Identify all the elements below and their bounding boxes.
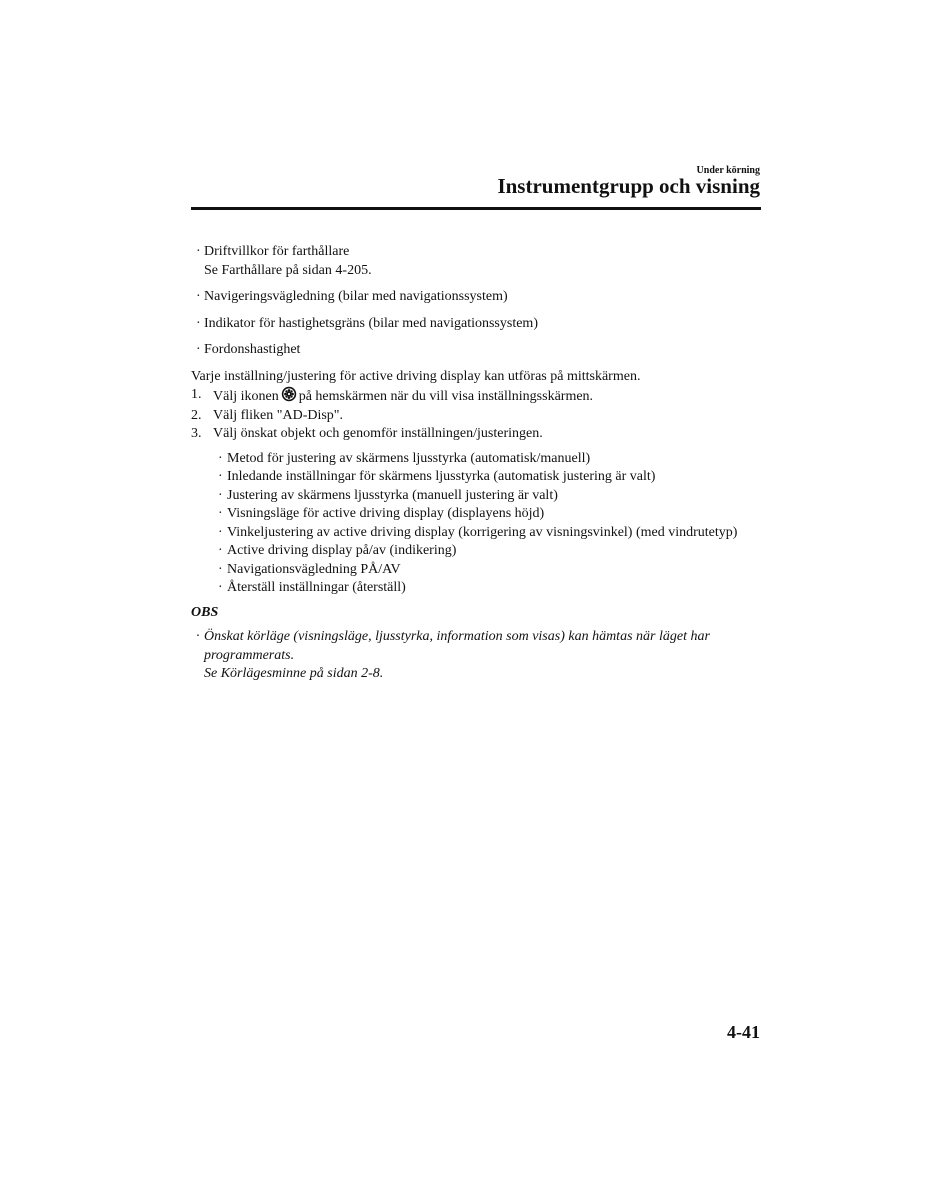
step-item: 3. Välj önskat objekt och genomför inställningen/justeringen. — [191, 426, 543, 441]
main-content — [191, 243, 761, 684]
bullet-item: · Navigeringsvägledning (bilar med navigationssystem) — [191, 288, 761, 307]
cross-reference: Se Körlägesminne på sidan 2-8. — [204, 666, 384, 681]
sub-item: · Navigationsvägledning PÅ/AV — [213, 561, 761, 580]
sub-item: · Återställ inställningar (återställ) — [213, 579, 761, 598]
bullet-item: · Driftvillkor för farthållare Se Farthållare på sidan 4-205. — [191, 243, 761, 280]
bullet-item: · Fordonshastighet — [191, 341, 761, 360]
obs-heading: OBS — [191, 604, 219, 620]
step-item: 1. Välj ikonen på hemskärmen när du vill visa inställningsskärmen. — [191, 387, 594, 404]
sub-item: · Justering av skärmens ljusstyrka (manuell justering är valt) — [213, 487, 761, 506]
sub-item: · Visningsläge för active driving display (displayens höjd) — [213, 505, 761, 524]
sub-list — [191, 450, 761, 598]
page-number: 4-41 — [727, 1022, 760, 1042]
title-rule — [191, 207, 761, 210]
section-label: Under körning — [696, 165, 760, 176]
bullet-item: · Indikator för hastighetsgräns (bilar med navigationssystem) — [191, 315, 761, 334]
step-item: 2. Välj fliken "AD-Disp". — [191, 407, 344, 423]
page-title: Instrumentgrupp och visning — [497, 174, 760, 198]
obs-note: · Önskat körläge (visningsläge, ljusstyrka, information som visas) kan hämtas när läget har programmerats. Se Körlägesminne på sidan 2-8. — [191, 628, 761, 684]
sub-item: · Inledande inställningar för skärmens ljusstyrka (automatisk justering är valt) — [213, 468, 761, 487]
sub-item: · Vinkeljustering av active driving display (korrigering av visningsvinkel) (med vindrutetyp) — [213, 524, 761, 543]
sub-item: · Active driving display på/av (indikering) — [213, 542, 761, 561]
intro-paragraph: Varje inställning/justering för active driving display kan utföras på mittskärmen. — [191, 368, 641, 384]
gear-icon — [281, 386, 297, 402]
sub-item: · Metod för justering av skärmens ljusstyrka (automatisk/manuell) — [213, 450, 761, 469]
cross-reference: Se Farthållare på sidan 4-205. — [204, 262, 372, 278]
